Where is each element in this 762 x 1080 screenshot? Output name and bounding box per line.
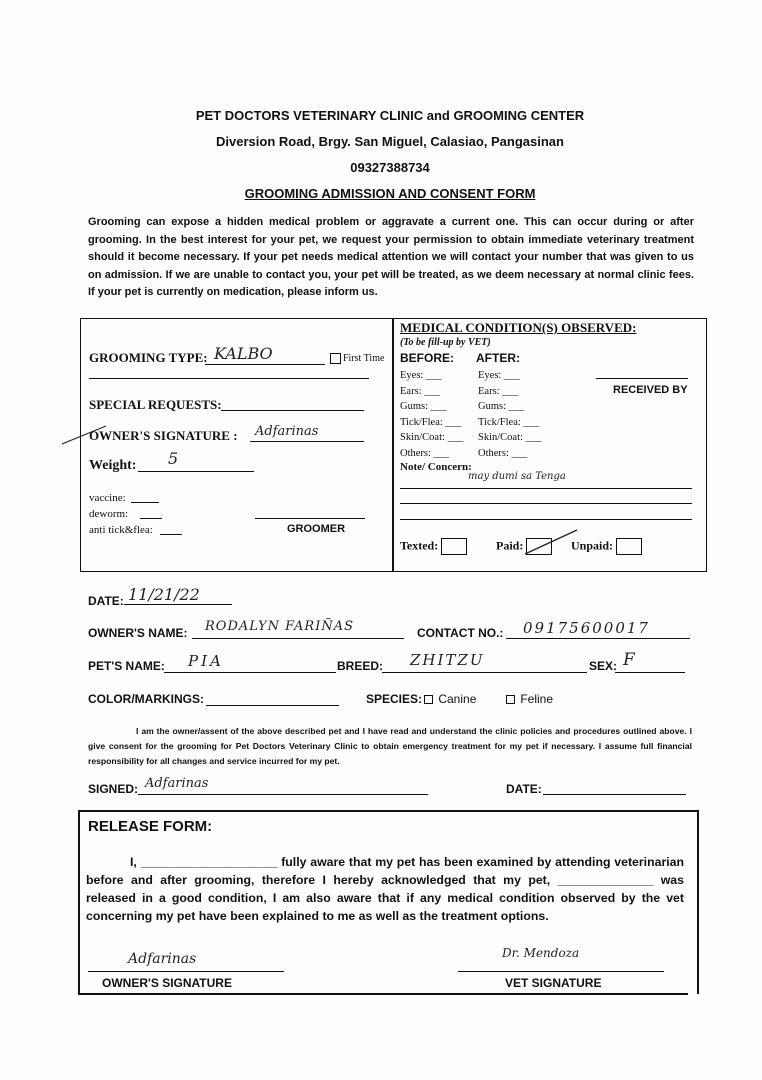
signature-stroke xyxy=(60,424,110,446)
signed-date-field[interactable] xyxy=(543,794,686,795)
before-item[interactable]: Gums: ___ xyxy=(400,401,447,413)
grooming-type-line xyxy=(89,378,369,379)
groomer-signature-line[interactable] xyxy=(255,518,365,519)
contact-value[interactable]: 09175600017 xyxy=(523,619,650,637)
texted-checkbox[interactable] xyxy=(441,538,467,555)
unpaid-option[interactable]: Unpaid: xyxy=(571,538,642,555)
species-label: SPECIES: xyxy=(366,692,423,706)
weight-label: Weight: xyxy=(89,458,137,473)
medical-subtitle: (To be fill-up by VET) xyxy=(400,337,491,348)
after-list xyxy=(478,368,541,462)
contact-label: CONTACT NO.: xyxy=(417,626,504,640)
first-time-option[interactable] xyxy=(330,353,384,364)
antitick-label: anti tick&flea: xyxy=(89,524,153,536)
release-paragraph: I, ____________________ fully aware that my pet has been examined by attending veterinarian before and after grooming, therefore I hereby acknowledged that my pet, ______________ was released in a good condition, I am also aware that if any medical condition observed by the vet concerning my pet have been explained to me as well as the treatment options. xyxy=(86,855,684,923)
color-field[interactable] xyxy=(206,705,339,706)
note-line[interactable] xyxy=(400,488,692,489)
before-item[interactable]: Others: ___ xyxy=(400,447,450,459)
release-owner-signature-value[interactable]: Adfarinas xyxy=(128,951,197,967)
after-item[interactable]: Eyes: ___ xyxy=(478,370,520,381)
intro-paragraph: Grooming can expose a hidden medical problem or aggravate a current one. This can occur during or after grooming. In the best interest for your pet, we request your permission to obtain immediate veterinary treatment should it become necessary. If your pet needs medical attention we will contact your number that was given to us on admission. If we are unable to contact you, your pet will be treated, as we deem necessary at normal clinic fees. If your pet is currently on medication, please inform us. xyxy=(88,216,694,298)
special-requests-label: SPECIAL REQUESTS: xyxy=(89,397,222,412)
note-line[interactable] xyxy=(400,519,692,520)
paid-option[interactable]: Paid: xyxy=(496,538,552,555)
signed-value[interactable]: Adfarinas xyxy=(145,776,209,791)
feline-label: Feline xyxy=(520,692,554,706)
breed-label: BREED: xyxy=(337,659,384,673)
received-by-label: RECEIVED BY xyxy=(613,384,688,396)
before-item[interactable]: Tick/Flea: ___ xyxy=(400,416,462,428)
release-owner-signature-label: OWNER'S SIGNATURE xyxy=(102,976,232,990)
sex-label: SEX: xyxy=(589,659,618,673)
special-requests-field[interactable] xyxy=(221,410,364,411)
texted-option[interactable]: Texted: xyxy=(400,538,467,555)
before-item[interactable]: Eyes: ___ xyxy=(400,370,442,381)
note-value[interactable]: may dumi sa Tenga xyxy=(468,471,566,482)
medical-title: MEDICAL CONDITION(S) OBSERVED: xyxy=(400,320,637,335)
box-divider xyxy=(392,318,394,572)
species-feline-option[interactable] xyxy=(506,692,553,706)
vaccine-field[interactable] xyxy=(131,502,159,503)
pet-name-value[interactable]: PIA xyxy=(188,652,224,670)
release-vet-signature-value[interactable]: Dr. Mendoza xyxy=(502,946,580,960)
after-item[interactable]: Skin/Coat: ___ xyxy=(478,432,542,444)
species-canine-option[interactable] xyxy=(424,692,476,706)
note-line[interactable] xyxy=(400,503,692,504)
vaccine-label: vaccine: xyxy=(89,492,126,504)
form-title: GROOMING ADMISSION AND CONSENT FORM xyxy=(244,186,536,201)
groomer-label: GROOMER xyxy=(287,523,346,535)
signed-date-label: DATE: xyxy=(506,782,542,796)
release-title: RELEASE FORM: xyxy=(88,818,213,835)
date-label: DATE: xyxy=(88,594,124,608)
after-item[interactable]: Ears: ___ xyxy=(478,385,518,397)
after-item[interactable]: Others: ___ xyxy=(478,447,528,459)
after-item[interactable]: Gums: ___ xyxy=(478,401,525,413)
canine-checkbox[interactable] xyxy=(424,695,433,704)
weight-value[interactable]: 5 xyxy=(168,449,179,468)
feline-checkbox[interactable] xyxy=(506,695,515,704)
date-value[interactable]: 11/21/22 xyxy=(128,585,200,604)
received-by-line[interactable] xyxy=(596,378,688,379)
canine-label: Canine xyxy=(438,692,477,706)
after-label: AFTER: xyxy=(476,351,520,365)
owner-signature-label: OWNER'S SIGNATURE : xyxy=(89,428,238,443)
clinic-address: Diversion Road, Brgy. San Miguel, Calasiao, Pangasinan xyxy=(216,134,564,149)
release-vet-signature-label: VET SIGNATURE xyxy=(505,976,602,990)
first-time-checkbox[interactable] xyxy=(330,353,341,364)
unpaid-checkbox[interactable] xyxy=(616,538,642,555)
owner-signature-value[interactable]: Adfarinas xyxy=(255,424,319,439)
before-item[interactable]: Ears: ___ xyxy=(400,385,440,397)
after-item[interactable]: Tick/Flea: ___ xyxy=(478,416,540,428)
note-label: Note/ Concern: xyxy=(400,461,472,473)
first-time-label: First Time xyxy=(343,353,385,364)
before-label: BEFORE: xyxy=(400,351,454,365)
breed-value[interactable]: ZHITZU xyxy=(410,651,485,669)
clinic-phone: 09327388734 xyxy=(350,160,430,175)
deworm-field[interactable] xyxy=(140,518,162,519)
consent-paragraph: I am the owner/assent of the above described pet and I have read and understand the clinic policies and procedures outlined above. I give consent for the grooming for Pet Doctors Veterinary Clinic to obtain emergency treatment for my pet if necessary. I assume full financial responsibility for all changes and service incurred for my pet. xyxy=(88,726,692,766)
grooming-type-label: GROOMING TYPE: xyxy=(89,350,208,365)
owner-name-value[interactable]: RODALYN FARIÑAS xyxy=(205,619,355,634)
before-item[interactable]: Skin/Coat: ___ xyxy=(400,432,464,444)
color-label: COLOR/MARKINGS: xyxy=(88,692,204,706)
sex-value[interactable]: F xyxy=(623,650,635,670)
owner-name-label: OWNER'S NAME: xyxy=(88,626,188,640)
grooming-type-value[interactable]: KALBO xyxy=(214,344,273,363)
signed-label: SIGNED: xyxy=(88,782,139,796)
clinic-name: PET DOCTORS VETERINARY CLINIC and GROOMING CENTER xyxy=(195,108,585,123)
antitick-field[interactable] xyxy=(160,534,182,535)
pet-name-label: PET'S NAME: xyxy=(88,659,165,673)
before-list xyxy=(400,368,463,462)
deworm-label: deworm: xyxy=(89,508,129,520)
